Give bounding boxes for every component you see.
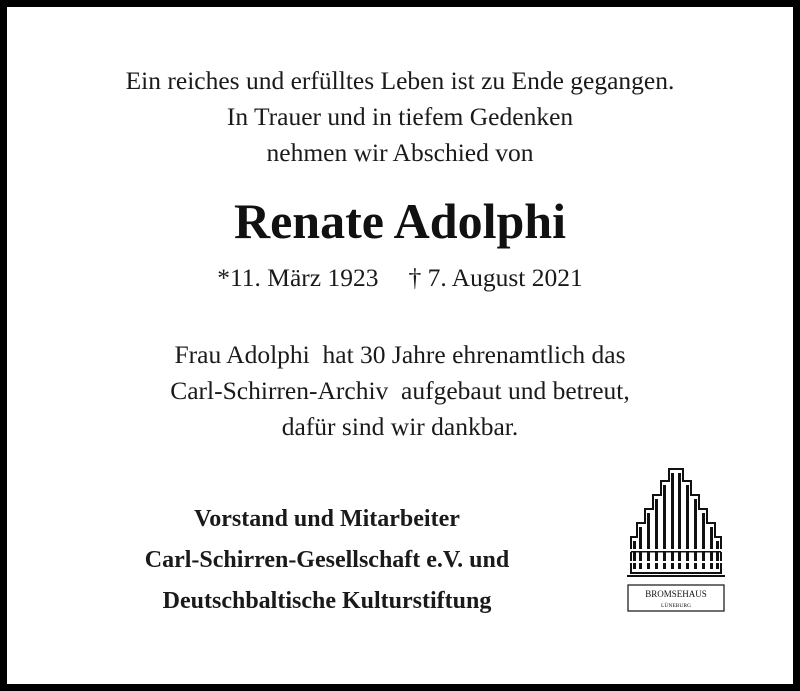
tribute-text [7, 337, 793, 445]
death-date: † 7. August 2021 [408, 263, 583, 292]
signers [47, 499, 607, 622]
intro-line-2: In Trauer und in tiefem Gedenken [226, 102, 574, 131]
broemsehaus-logo-icon [625, 465, 727, 615]
intro-line-3: nehmen wir Abschied von [266, 138, 534, 167]
birth-date: *11. März 1923 [217, 263, 379, 292]
tribute-line-3: dafür sind wir dankbar. [281, 412, 519, 441]
signer-line-2: Carl-Schirren-Gesellschaft e.V. und [144, 547, 510, 573]
logo-city: LÜNEBURG [661, 603, 691, 609]
signer-line-3: Deutschbaltische Kulturstiftung [162, 588, 492, 614]
deceased-name: Renate Adolphi [233, 193, 566, 249]
intro-line-1: Ein reiches und erfülltes Leben ist zu Ende gegangen. [125, 66, 675, 95]
logo-name: BROMSEHAUS [645, 589, 707, 599]
signer-line-1: Vorstand und Mitarbeiter [194, 506, 460, 532]
tribute-line-1: Frau Adolphi hat 30 Jahre ehrenamtlich das [174, 340, 626, 369]
tribute-line-2: Carl-Schirren-Archiv aufgebaut und betreut, [170, 376, 630, 405]
life-dates [7, 261, 793, 295]
intro-text [7, 63, 793, 171]
